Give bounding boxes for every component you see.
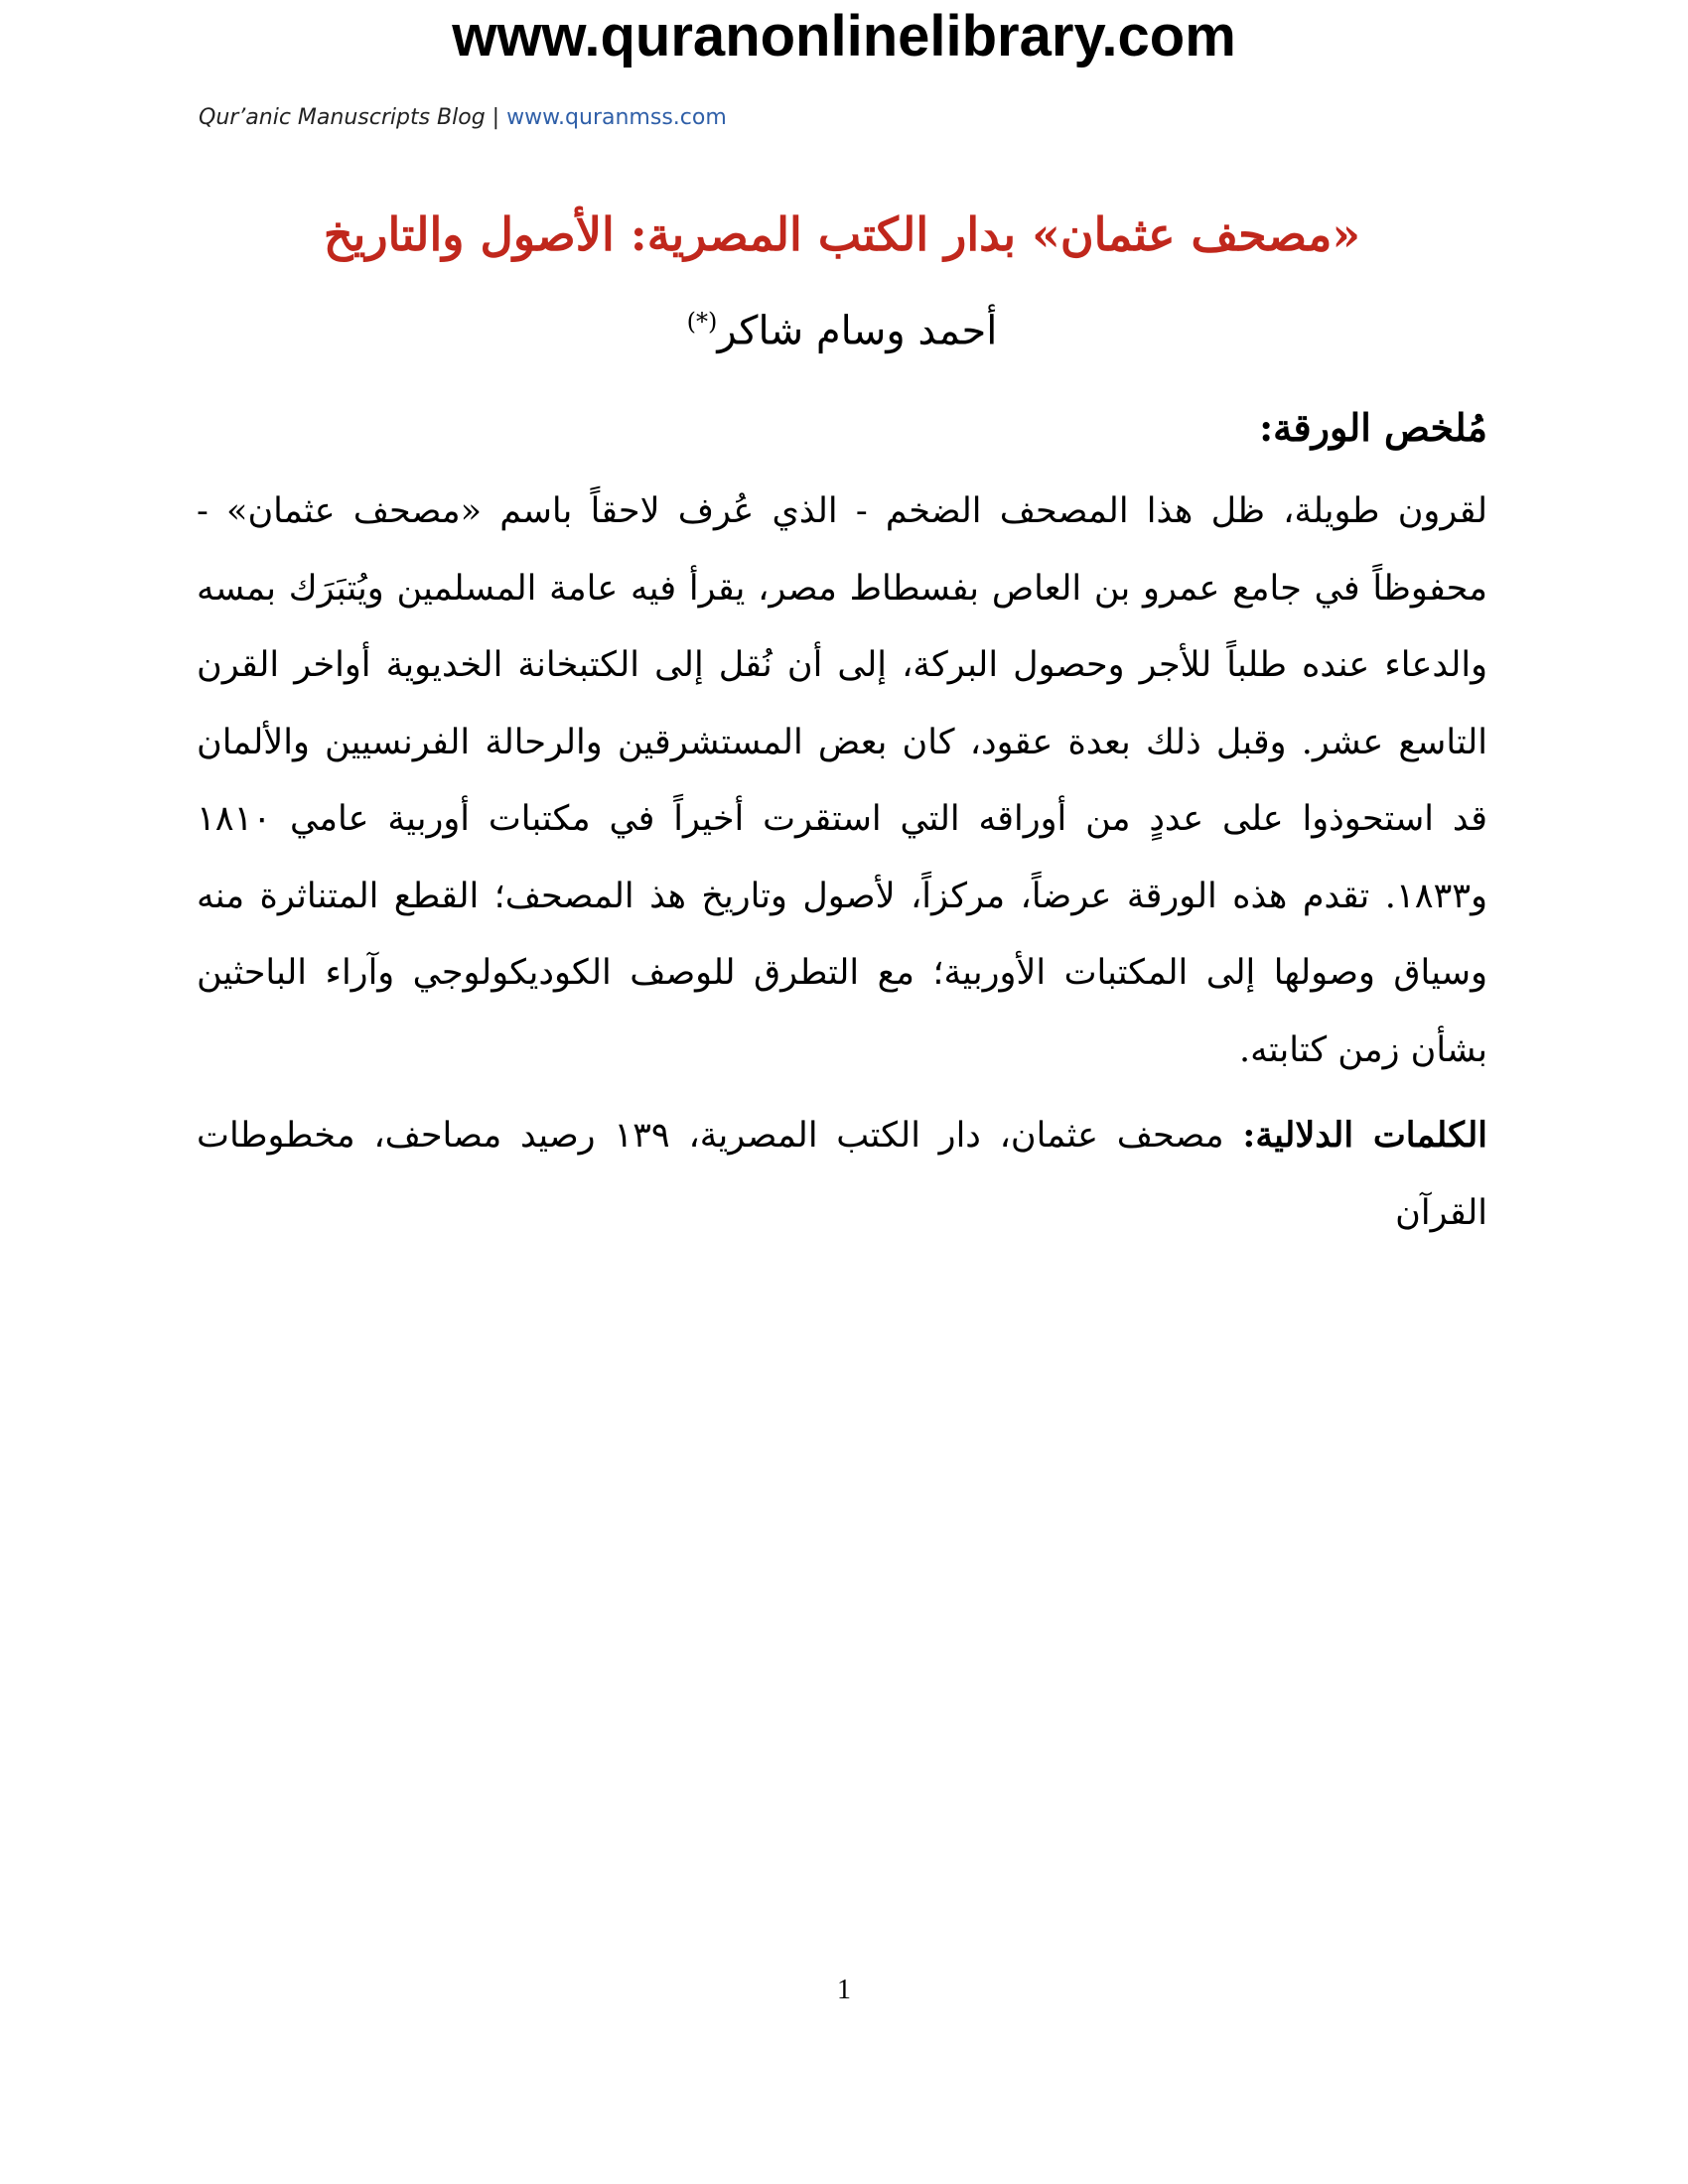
abstract-paragraph: لقرون طويلة، ظل هذا المصحف الضخم - الذي عُرف لاحقاً باسم «مصحف عثمان» - محفوظاً في جامع عمرو بن العاص بفسطاط مصر، يقرأ فيه عامة المسلمين ويُتبَرَك بمسه والدعاء عنده طلباً للأجر وحصول البركة، إلى أن نُقل إلى الكتبخانة الخديوية أواخر القرن التاسع عشر. وقبل ذلك بعدة عقود، كان بعض المستشرقين والرحالة الفرنسيين والألمان قد استحوذوا على عددٍ من أوراقه التي استقرت أخيراً في مكتبات أوربية عامي ١٨١٠ و١٨٣٣. تقدم هذه الورقة عرضاً، مركزاً، لأصول وتاريخ هذ المصحف؛ القطع المتناثرة منه وسياق وصولها إلى المكتبات الأوربية؛ مع التطرق للوصف الكوديكولوجي وآراء الباحثين بشأن زمن كتابته. [197, 491, 1487, 1070]
author-name: أحمد وسام شاكر [717, 308, 998, 354]
abstract-heading: مُلخص الورقة: [1259, 405, 1487, 451]
author-line [197, 282, 1487, 370]
site-url-header: www.quranonlinelibrary.com [452, 4, 1236, 68]
blog-attribution [199, 103, 727, 133]
page-number: 1 [837, 1975, 851, 2005]
article-body [197, 195, 1487, 1252]
blog-name: Qur’anic Manuscripts Blog [199, 105, 486, 130]
blog-url-link[interactable]: www.quranmss.com [506, 105, 727, 130]
blog-separator: | [492, 105, 500, 130]
keywords-label: الكلمات الدلالية: [1242, 1115, 1487, 1157]
article-title: «مصحف عثمان» بدار الكتب المصرية: الأصول والتاريخ [323, 207, 1361, 261]
author-footnote-mark[interactable]: (*) [686, 308, 718, 336]
keywords-line [197, 1097, 1487, 1252]
keywords-value: مصحف عثمان، دار الكتب المصرية، ١٣٩ رصيد مصاحف، مخطوطات القرآن [197, 1116, 1487, 1233]
